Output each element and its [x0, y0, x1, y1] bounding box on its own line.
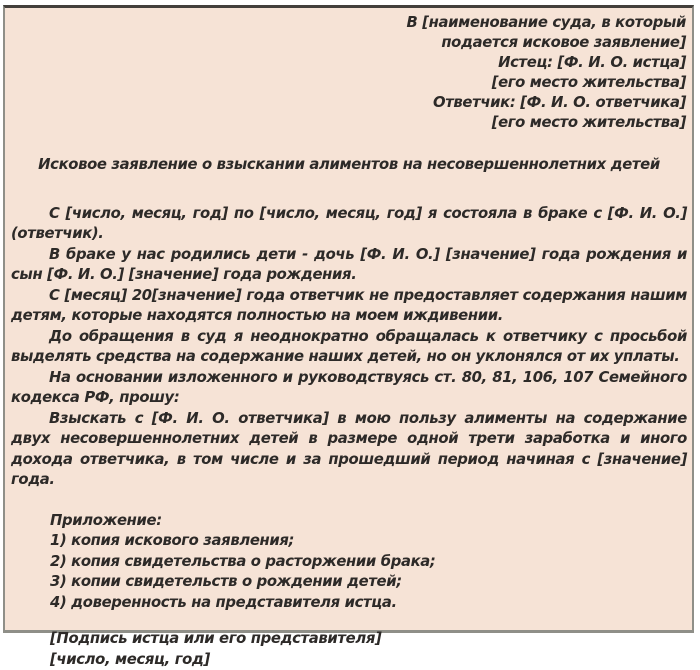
header-line-plaintiff-address: [его место жительства] [11, 73, 686, 93]
paragraph-claim-demand: Взыскать с [Ф. И. О. ответчика] в мою пользу алименты на содержание двух несовершеннолетних детей в размере одной трети заработка и иного дохода ответчика, в том числе и за прошедший период начиная с [значение] года. [11, 409, 687, 491]
header-line-plaintiff: Истец: [Ф. И. О. истца] [11, 53, 686, 73]
attachments-block [11, 511, 687, 614]
attachment-item-1: 1) копия искового заявления; [50, 531, 687, 552]
document-body [11, 204, 687, 491]
attachment-item-3: 3) копии свидетельств о рождении детей; [50, 572, 687, 593]
paragraph-marriage-period: С [число, месяц, год] по [число, месяц, год] я состояла в браке с [Ф. И. О.] (ответчик). [11, 204, 687, 245]
signature-block [11, 629, 687, 670]
paragraph-children: В браке у нас родились дети - дочь [Ф. И. О.] [значение] года рождения и сын [Ф. И. О.] [значение] года рождения. [11, 245, 687, 286]
paragraph-prior-requests: До обращения в суд я неоднократно обращалась к ответчику с просьбой выделять средства на содержание наших детей, но он уклонялся от их уплаты. [11, 327, 687, 368]
document-content [5, 8, 692, 630]
attachment-item-2: 2) копия свидетельства о расторжении брака; [50, 552, 687, 573]
paragraph-legal-basis: На основании изложенного и руководствуясь ст. 80, 81, 106, 107 Семейного кодекса РФ, прошу: [11, 368, 687, 409]
header-line-defendant-address: [его место жительства] [11, 113, 686, 133]
document-frame [3, 5, 694, 633]
signature-line: [Подпись истца или его представителя] [50, 629, 687, 650]
court-header-block [11, 13, 687, 133]
date-line: [число, месяц, год] [50, 650, 687, 670]
paragraph-no-support: С [месяц] 20[значение] года ответчик не предоставляет содержания нашим детям, которые находятся полностью на моем иждивении. [11, 286, 687, 327]
document-title: Исковое заявление о взыскании алиментов на несовершеннолетних детей [11, 155, 687, 176]
attachments-heading: Приложение: [50, 511, 687, 532]
header-line-court-2: подается исковое заявление] [11, 33, 686, 53]
header-line-court-1: В [наименование суда, в который [11, 13, 686, 33]
attachment-item-4: 4) доверенность на представителя истца. [50, 593, 687, 614]
header-line-defendant: Ответчик: [Ф. И. О. ответчика] [11, 93, 686, 113]
